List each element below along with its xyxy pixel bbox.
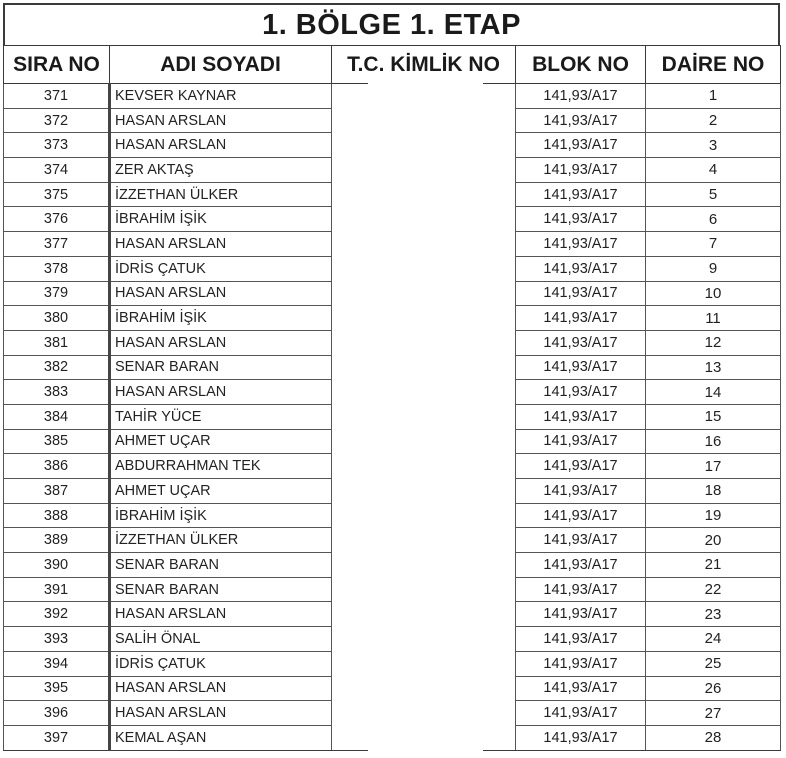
- sira-no-cell: 371: [4, 84, 110, 109]
- blok-no-cell: 141,93/A17: [516, 182, 646, 207]
- tc-kimlik-cell: [332, 627, 516, 652]
- table-row: [4, 676, 781, 701]
- tc-kimlik-cell: [332, 676, 516, 701]
- daire-no-cell: 6: [646, 207, 781, 232]
- table-row: [4, 158, 781, 183]
- sira-no-cell: 389: [4, 528, 110, 553]
- daire-no-cell: 11: [646, 306, 781, 331]
- daire-no-cell: 3: [646, 133, 781, 158]
- daire-no-cell: 12: [646, 330, 781, 355]
- redaction-band: [368, 626, 483, 653]
- redaction-band: [368, 157, 483, 184]
- tc-kimlik-cell: [332, 479, 516, 504]
- sira-no-cell: 376: [4, 207, 110, 232]
- blok-no-cell: 141,93/A17: [516, 602, 646, 627]
- header-tc-kimlik-no: T.C. KİMLİK NO: [332, 46, 516, 84]
- daire-no-cell: 25: [646, 651, 781, 676]
- header-sira-no: SIRA NO: [4, 46, 110, 84]
- blok-no-cell: 141,93/A17: [516, 355, 646, 380]
- daire-no-cell: 2: [646, 108, 781, 133]
- tc-kimlik-cell: [332, 577, 516, 602]
- blok-no-cell: 141,93/A17: [516, 577, 646, 602]
- adi-soyadi-cell: HASAN ARSLAN: [110, 108, 332, 133]
- redaction-band: [368, 107, 483, 134]
- adi-soyadi-cell: İBRAHİM İŞİK: [110, 306, 332, 331]
- table-row: [4, 725, 781, 750]
- table-row: [4, 553, 781, 578]
- daire-no-cell: 19: [646, 503, 781, 528]
- daire-no-cell: 24: [646, 627, 781, 652]
- sira-no-cell: 397: [4, 725, 110, 750]
- table-row: [4, 232, 781, 257]
- page-title: 1. BÖLGE 1. ETAP: [3, 3, 780, 45]
- adi-soyadi-cell: HASAN ARSLAN: [110, 701, 332, 726]
- table-row: [4, 602, 781, 627]
- sira-no-cell: 393: [4, 627, 110, 652]
- redaction-band: [368, 576, 483, 603]
- adi-soyadi-cell: İBRAHİM İŞİK: [110, 207, 332, 232]
- sira-no-cell: 372: [4, 108, 110, 133]
- table-row: [4, 281, 781, 306]
- tc-kimlik-cell: [332, 133, 516, 158]
- header-blok-no: BLOK NO: [516, 46, 646, 84]
- tc-kimlik-cell: [332, 330, 516, 355]
- header-adi-soyadi: ADI SOYADI: [110, 46, 332, 84]
- adi-soyadi-cell: İDRİS ÇATUK: [110, 256, 332, 281]
- redaction-band: [368, 379, 483, 406]
- tc-kimlik-cell: [332, 429, 516, 454]
- redaction-band: [368, 329, 483, 356]
- sira-no-cell: 381: [4, 330, 110, 355]
- table-row: [4, 454, 781, 479]
- blok-no-cell: 141,93/A17: [516, 676, 646, 701]
- blok-no-cell: 141,93/A17: [516, 725, 646, 750]
- redaction-band: [368, 428, 483, 455]
- sira-no-cell: 375: [4, 182, 110, 207]
- blok-no-cell: 141,93/A17: [516, 404, 646, 429]
- daire-no-cell: 21: [646, 553, 781, 578]
- adi-soyadi-cell: HASAN ARSLAN: [110, 133, 332, 158]
- table-row: [4, 577, 781, 602]
- tc-kimlik-cell: [332, 256, 516, 281]
- sira-no-cell: 373: [4, 133, 110, 158]
- sira-no-cell: 391: [4, 577, 110, 602]
- adi-soyadi-cell: İZZETHAN ÜLKER: [110, 182, 332, 207]
- daire-no-cell: 14: [646, 380, 781, 405]
- sira-no-cell: 392: [4, 602, 110, 627]
- tc-kimlik-cell: [332, 182, 516, 207]
- table-row: [4, 256, 781, 281]
- daire-no-cell: 22: [646, 577, 781, 602]
- tc-kimlik-cell: [332, 158, 516, 183]
- daire-no-cell: 28: [646, 725, 781, 750]
- sira-no-cell: 383: [4, 380, 110, 405]
- tc-kimlik-cell: [332, 725, 516, 750]
- blok-no-cell: 141,93/A17: [516, 380, 646, 405]
- blok-no-cell: 141,93/A17: [516, 281, 646, 306]
- tc-kimlik-cell: [332, 528, 516, 553]
- sira-no-cell: 394: [4, 651, 110, 676]
- daire-no-cell: 18: [646, 479, 781, 504]
- adi-soyadi-cell: AHMET UÇAR: [110, 429, 332, 454]
- daire-no-cell: 26: [646, 676, 781, 701]
- table-row: [4, 182, 781, 207]
- redaction-band: [368, 453, 483, 480]
- sira-no-cell: 386: [4, 454, 110, 479]
- tc-kimlik-cell: [332, 108, 516, 133]
- redaction-band: [368, 83, 483, 109]
- blok-no-cell: 141,93/A17: [516, 207, 646, 232]
- adi-soyadi-cell: HASAN ARSLAN: [110, 602, 332, 627]
- table-row: [4, 429, 781, 454]
- blok-no-cell: 141,93/A17: [516, 651, 646, 676]
- table-body: [4, 84, 781, 751]
- adi-soyadi-cell: HASAN ARSLAN: [110, 281, 332, 306]
- tc-kimlik-cell: [332, 404, 516, 429]
- adi-soyadi-cell: AHMET UÇAR: [110, 479, 332, 504]
- table-row: [4, 528, 781, 553]
- redaction-band: [368, 305, 483, 332]
- redaction-band: [368, 206, 483, 233]
- adi-soyadi-cell: HASAN ARSLAN: [110, 232, 332, 257]
- adi-soyadi-cell: İBRAHİM İŞİK: [110, 503, 332, 528]
- redaction-band: [368, 552, 483, 579]
- daire-no-cell: 23: [646, 602, 781, 627]
- tc-kimlik-cell: [332, 701, 516, 726]
- sira-no-cell: 390: [4, 553, 110, 578]
- sira-no-cell: 374: [4, 158, 110, 183]
- table-row: [4, 627, 781, 652]
- blok-no-cell: 141,93/A17: [516, 232, 646, 257]
- adi-soyadi-cell: KEVSER KAYNAR: [110, 84, 332, 109]
- adi-soyadi-cell: KEMAL AŞAN: [110, 725, 332, 750]
- sira-no-cell: 395: [4, 676, 110, 701]
- redaction-band: [368, 132, 483, 159]
- daire-no-cell: 9: [646, 256, 781, 281]
- tc-kimlik-cell: [332, 232, 516, 257]
- blok-no-cell: 141,93/A17: [516, 553, 646, 578]
- daire-no-cell: 17: [646, 454, 781, 479]
- tc-kimlik-cell: [332, 454, 516, 479]
- document-sheet: [3, 3, 780, 751]
- daire-no-cell: 4: [646, 158, 781, 183]
- table-row: [4, 330, 781, 355]
- daire-no-cell: 27: [646, 701, 781, 726]
- residents-table: [3, 45, 781, 751]
- table-row: [4, 108, 781, 133]
- adi-soyadi-cell: HASAN ARSLAN: [110, 676, 332, 701]
- redaction-band: [368, 403, 483, 430]
- blok-no-cell: 141,93/A17: [516, 627, 646, 652]
- redaction-band: [368, 700, 483, 727]
- blok-no-cell: 141,93/A17: [516, 454, 646, 479]
- adi-soyadi-cell: HASAN ARSLAN: [110, 380, 332, 405]
- table-row: [4, 84, 781, 109]
- header-daire-no: DAİRE NO: [646, 46, 781, 84]
- blok-no-cell: 141,93/A17: [516, 528, 646, 553]
- redaction-band: [368, 527, 483, 554]
- daire-no-cell: 15: [646, 404, 781, 429]
- sira-no-cell: 378: [4, 256, 110, 281]
- daire-no-cell: 20: [646, 528, 781, 553]
- adi-soyadi-cell: İDRİS ÇATUK: [110, 651, 332, 676]
- redaction-band: [368, 675, 483, 702]
- sira-no-cell: 380: [4, 306, 110, 331]
- blok-no-cell: 141,93/A17: [516, 306, 646, 331]
- sira-no-cell: 385: [4, 429, 110, 454]
- daire-no-cell: 5: [646, 182, 781, 207]
- tc-kimlik-cell: [332, 380, 516, 405]
- table-row: [4, 479, 781, 504]
- tc-kimlik-cell: [332, 355, 516, 380]
- sira-no-cell: 384: [4, 404, 110, 429]
- redaction-band: [368, 478, 483, 505]
- blok-no-cell: 141,93/A17: [516, 330, 646, 355]
- table-header-row: [4, 46, 781, 84]
- table-row: [4, 133, 781, 158]
- daire-no-cell: 13: [646, 355, 781, 380]
- daire-no-cell: 10: [646, 281, 781, 306]
- redaction-band: [368, 255, 483, 282]
- table-row: [4, 306, 781, 331]
- table-row: [4, 207, 781, 232]
- table-row: [4, 701, 781, 726]
- adi-soyadi-cell: HASAN ARSLAN: [110, 330, 332, 355]
- tc-kimlik-cell: [332, 207, 516, 232]
- adi-soyadi-cell: SENAR BARAN: [110, 355, 332, 380]
- adi-soyadi-cell: SENAR BARAN: [110, 553, 332, 578]
- blok-no-cell: 141,93/A17: [516, 479, 646, 504]
- tc-kimlik-cell: [332, 281, 516, 306]
- redaction-band: [368, 650, 483, 677]
- redaction-band: [368, 354, 483, 381]
- redaction-band: [368, 601, 483, 628]
- tc-kimlik-cell: [332, 84, 516, 109]
- blok-no-cell: 141,93/A17: [516, 429, 646, 454]
- adi-soyadi-cell: TAHİR YÜCE: [110, 404, 332, 429]
- table-row: [4, 380, 781, 405]
- adi-soyadi-cell: ABDURRAHMAN TEK: [110, 454, 332, 479]
- tc-kimlik-cell: [332, 503, 516, 528]
- blok-no-cell: 141,93/A17: [516, 701, 646, 726]
- blok-no-cell: 141,93/A17: [516, 158, 646, 183]
- redaction-band: [368, 502, 483, 529]
- sira-no-cell: 387: [4, 479, 110, 504]
- blok-no-cell: 141,93/A17: [516, 256, 646, 281]
- blok-no-cell: 141,93/A17: [516, 133, 646, 158]
- blok-no-cell: 141,93/A17: [516, 84, 646, 109]
- adi-soyadi-cell: SENAR BARAN: [110, 577, 332, 602]
- table-row: [4, 404, 781, 429]
- redaction-band: [368, 181, 483, 208]
- tc-kimlik-cell: [332, 651, 516, 676]
- sira-no-cell: 396: [4, 701, 110, 726]
- redaction-band: [368, 724, 483, 750]
- daire-no-cell: 7: [646, 232, 781, 257]
- tc-kimlik-cell: [332, 602, 516, 627]
- adi-soyadi-cell: ZER AKTAŞ: [110, 158, 332, 183]
- sira-no-cell: 388: [4, 503, 110, 528]
- blok-no-cell: 141,93/A17: [516, 108, 646, 133]
- blok-no-cell: 141,93/A17: [516, 503, 646, 528]
- table-row: [4, 651, 781, 676]
- tc-kimlik-cell: [332, 306, 516, 331]
- daire-no-cell: 16: [646, 429, 781, 454]
- sira-no-cell: 379: [4, 281, 110, 306]
- table-row: [4, 355, 781, 380]
- adi-soyadi-cell: İZZETHAN ÜLKER: [110, 528, 332, 553]
- tc-kimlik-cell: [332, 553, 516, 578]
- redaction-band: [368, 280, 483, 307]
- table-row: [4, 503, 781, 528]
- sira-no-cell: 382: [4, 355, 110, 380]
- redaction-band: [368, 231, 483, 258]
- adi-soyadi-cell: SALİH ÖNAL: [110, 627, 332, 652]
- sira-no-cell: 377: [4, 232, 110, 257]
- daire-no-cell: 1: [646, 84, 781, 109]
